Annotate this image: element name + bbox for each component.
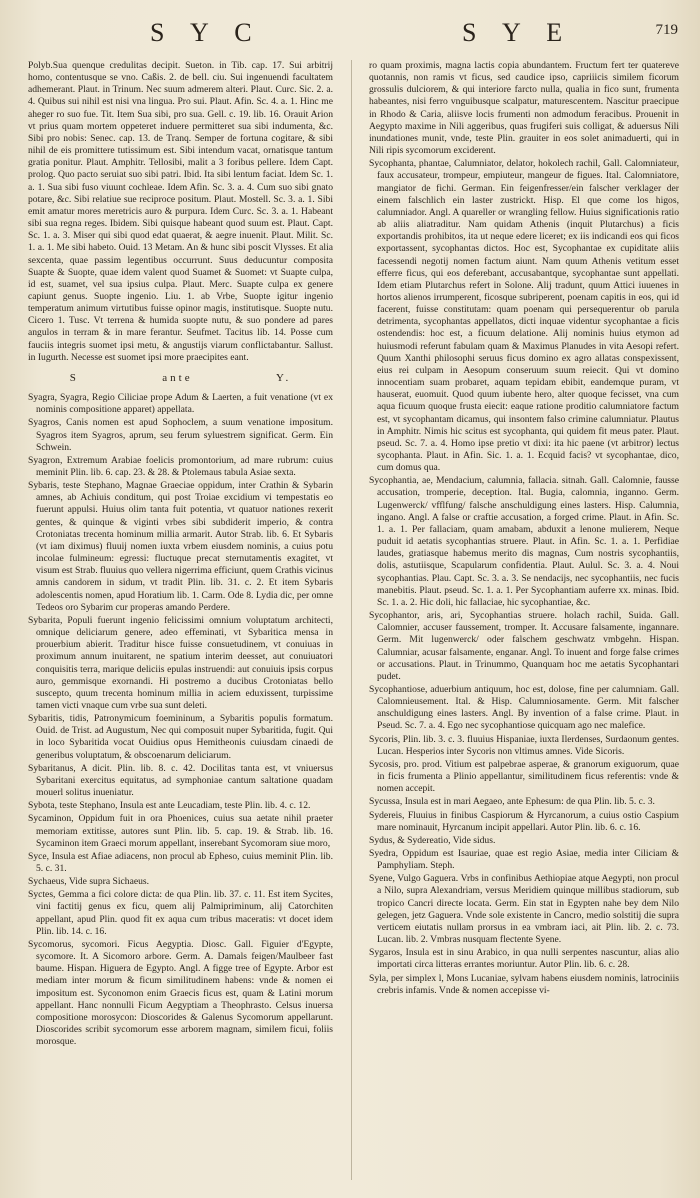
dictionary-entry-syctes: Syctes, Gemma a fici colore dicta: de qua Plin. lib. 37. c. 11. Est item Sycites, vini factitij genus ex ficu, quem alij Palmipriminum, alij Catorchiten appellant, apud Plin. quod fit ex aqua cum tribus maceratis: vt docet idem Plin. lib. 14. c. 16. <box>28 889 333 937</box>
dictionary-entry-sycophantia: Sycophantia, ae, Mendacium, calumnia, fallacia. sitnah. Gall. Calomnie, fausse accusation, tromperie, deception. Ital. Bugia, calomnia, inganno. Germ. Lugenwerck/ vfflfung/ falsche anschuldigung eines lasters. Hisp. Calumnia, ingano. Angl. A false or craftie accusation, a forged crime. Plaut. in Afin. Sc. 1. a. 1. Per fallaciam, quam amabam, abduxit a lenone mulierem, Neque puduit id aetatis sycophantias struere. Plaut. in Afin. Sc. 1. a. 1. Perfidiae laudes, gratiasque habemus merito dis magnas, Cum nostris sycophantiis, dolis, astutiisque, Scapularum confidentia. Plaut. Aulul. Sc. 3. a. 4. Noui sycophantias. Plau. Capt. Sc. 3. a. 3. Se nendacijs, nec sycophantiis, nec fucis manebitis. Plaut. pseud. Sc. 1. a. 1. Per Sycophantiam auferre xx. minas. Ibid. Sc. 1. a. 2. Hic doli, hic fallaciae, hic sycophantiae, &c. <box>369 475 679 608</box>
dictionary-entry-sycoris: Sycoris, Plin. lib. 3. c. 3. fluuius Hispaniae, iuxta Ilerdenses, Surdaonum gentes. Lucan. Hesperios inter Sycoris non vltimus amnes. Vide Sicoris. <box>369 733 679 757</box>
page-number: 719 <box>655 22 678 38</box>
page-header <box>0 18 700 58</box>
dictionary-entry-syagron: Syagron, Extremum Arabiae foelicis promontorium, ad mare rubrum: cuius meminit Plin. lib. 6. cap. 23. & 28. & Ptolemaus tabula Asiae sexta. <box>28 454 333 478</box>
section-heading-middle: ante <box>162 371 193 384</box>
section-heading <box>28 372 333 384</box>
dictionary-entry-sydus: Sydus, & Sydereatio, Vide sidus. <box>369 834 496 846</box>
dictionary-entry-sydereis: Sydereis, Fluuius in finibus Caspiorum & Hyrcanorum, a cuius ostio Caspium mare nominauit, Hyrcanum incipit appellari. Autor Plin. lib. 6. c. 16. <box>369 809 679 833</box>
dictionary-entry-sycussa: Sycussa, Insula est in mari Aegaeo, ante Ephesum: de qua Plin. lib. 5. c. 3. <box>369 796 655 808</box>
dictionary-entry-sycophanta: Sycophanta, phantae, Calumniator, delator, hokolech rachil, Gall. Calomniateur, faux accusateur, trompeur, empiuteur, mangeur de figues. Ital. Calomniatore, mangiator de fichi. German. Ein feigenfresser/ein falscher verklager der einem falschlich ein laster zustrickt. Hisp. El que come los higos, calumniador. Angl. A quareller or wrangling fellow. Huius significationis ratio ab aliis aliatraditur. Nam quidam Athenis (inquit Plutarchus) a ficis exportandis prohibitos, ita ut neque edere liceret; ex iis indicandi eos qui ficos exportassent, sycophantas dictos. Hoc est, Sycophantae ex cupiditate aliis facessendi negotij nomen factum aiunt. Nam quum Athenis vetitum esset efferre ficus, qui eos deferebant, accusabantque, sycophantae sunt appellati. Idem etiam Plutarchus refert in Solone. Alij tradunt, quum Attici iuuenes in hortos alienos irrumperent, ficosque subriperent, poenam capitis in eos, qui id facerent, fuisse constitutam: quam poenam qui persequerentur ob parula detrimenta, sycophantas appellatos, dicti inquae videntur sycophantae a ficis ostendendis: hoc est, a ficuum delatione. Alij nominis huius etymon ad huiusmodi referunt fabulam quam & Maximus Planudes in vita Aesopi refert. Quum Xanthi philosophi seruus ficus domino ex agro allatas conspexissent, eius rei culpam in Aesopum conseruum suum reiecit. Qui vt domino innocentiam suam probaret, aquam tepidam ebibit, eandemque puram, vt hauserat, euomuit. Quod quum iubente hero, alter quoque fecisset, vna cum aqua ficuum quoque frusta eiecit: eaque ratione proditio calumniatore factum est, vt sycophantam dicamus, qui insontem falso crimine calumniatur. Plautus in Amphitr. Nimis hic scitus est sycophanta, qui quidem fit meus pater. Plaut. pseud. Sc. 7. a. 4. Homo ipse pretio vt dixi: ita hic paene (vt arbitror) lectus sycophanta. Plaut. in Afin. Sic. 1. a. 1. Ecquid facis? vt sycophantae, dico, cum domus qua. <box>369 158 679 474</box>
dictionary-entry-sybota: Sybota, teste Stephano, Insula est ante Leucadiam, teste Plin. lib. 4. c. 12. <box>28 800 311 812</box>
dictionary-entry-sybaritanus: Sybaritanus, A dicit. Plin. lib. 8. c. 42. Docilitas tanta est, vt vniuersus Sybaritani exercitus equitatus, ad symphoniae cantum saltatione quadam mouerl solitus inueniatur. <box>28 762 333 799</box>
section-heading-right: Y. <box>276 371 292 384</box>
dictionary-entry-sybaris: Sybaris, teste Stephano, Magnae Graeciae oppidum, inter Crathin & Sybarin amnes, ab Achiuis conditum, qui post Troiae excidium vi tempestatis eo fuerunt appulsi. Huius olim tanta fuit potentia, vt quatuor nationes rexerit gentes, & quinque & viginti vrbes sibi subdiderit imperio, & contra Crotoniatas trecenta hominum millia armarit. Autor Strab. lib. 6. Et Sybaris (vt iam diximus) fluuij nomen iuxta vrbem eiusdem nominis, a cuius potu incolae fulmineum: egressi: fluctuque precat sternutamentis exagitet, vt visum est Strab. fluuius quo vellera nigerrima efficiunt, quem Crathis vicinus amnis candorem in sidum, vt tradit Plin. lib. 31. c. 2. Et item Sybaris adolescentis nomen, apud Horatium lib. 1. Carm. Ode 8. Lydia dic, per omne Tedeos oro Sybarim cur properas amando Perdere. <box>28 480 333 613</box>
dictionary-entry-syagra: Syagra, Syagra, Regio Ciliciae prope Adum & Laerten, a fuit venatione (vt ex nominis compositione apparet) appellata. <box>28 392 333 416</box>
dictionary-entry-sycomorus: Sycomorus, sycomori. Ficus Aegyptia. Diosc. Gall. Figuier d'Egypte, sycomore. It. A Sicomoro arbore. Germ. A. Damals feigen/Maulbeer fast baume. Hispan. Higuera de Egypto. Angl. A figge tree of Egypte. Arbor est mediam inter morum & ficum similitudinem habens: vnde & nomen ei impositum est. Syconomon enim Graecis ficus est, quam & Latini morum appellant. Hanc nonnulli Ficum Aegyptiam a Theophrasto. Celsus inuersa compositione morosycon: Dioscorides & Galenus Sycomorum appellarunt. Dioscorides scribit sycomorum esse arborem magnam, similem ficui, foliis morosque. <box>28 938 333 1048</box>
dictionary-entry-sycaminon: Sycaminon, Oppidum fuit in ora Phoenices, cuius sua aetate nihil praeter memoriam extitisse, autores sunt Plin. lib. 5. cap. 19. & Strab. lib. 16. Sycaminon item Graeci morum appellant, inserebant Sycomoram siue moro, <box>28 813 333 849</box>
dictionary-entry-sycosis: Sycosis, pro. prod. Vitium est palpebrae asperae, & granorum exiguorum, quae in ficis frumenta a Plinio appellantur, similitudinem ficus referentis: vnde & nomen accepit. <box>369 758 679 795</box>
intro-paragraph: Polyb.Sua quenque credulitas decipit. Sueton. in Tib. cap. 17. Sui arbitrij homo, contentusque se vno. Caßis. 2. de bell. ciu. Sui ingenuendi facultatem adhemerant. Plaut. in Trinum. Nec suum admerem alteri. Plaut. Curc. Sic. 2. a. 4. Quibus sui nihil est nisi vna lingua. Pro sui. Plaut. Afin. Sc. 4. a. 1. Hinc me aheger ro suo fue. Tit. Item Sua sibi, pro sua. Gell. c. 19. lib. 16. Orauit Arion vt prius quam mortem oppeteret induere permitteret sua sibi indumenta, &c. Sibi pro nobis: Senec. cap. 13. de Tranq. Semper de fortuna cogitare, & sibi nihil de eis promittere tutissimum est. Sibi intendum vacat, ornatisque tantum gratia ponitur. Plaut. Amphitr. Tellosibi, malit a 3 foribus pellere. Idem Capt. prolog. Quo pacto seruiat suo sibi patri. Ibid. Ita sibi lentum faciat. Idem Sc. 1. a. 1. Sua sibi fuso viuunt cochleae. Idem Afin. Sc. 3. a. 4. Cum suo sibi gnato potare, &c. Sibi relatiue sue reciproce positum. Plaut. Mostell. Sc. 3. a. 1. Sibi emit amatur mores meretricis auro & purpura. Idem Curc. Sc. 3. a. 1. Habeant sibi sua regna reges. Ibidem. Sibi quisque habeant quod suum est. Plaut. Capt. Sc. 1. a. 3. Miser qui sibi quod edat quaerat, & aegre inuenit. Plaut. Milit. Sc. 1. a. 1. Me sibi habeto. Ouid. 13 Metam. An & hunc sibi poscit Vlysses. Et alia sexcenta, quae passim legentibus occurrunt. Suus deducuntur composita Suapte & Suopte, quae idem valent quod Suamet & Suomet: vt Suapte culpa, id est, suamet, vel sua ipsius culpa. Plaut. Merc. Suapte culpa ex genere capiunt genus. Suopte ingenio. Liu. 1. ab Vrbe, Suopte igitur ingenio temperatum animum virtutibus fuisse opinor magis, institutisque. Suopte nutu. Cicero 1. Tusc. Vt terrena & humida suopte nutu, & suo pondere ad pares angulos in terram & in mare ferantur. Seufmet. Tacitus lib. 14. Posse cum fauciis integris suomet ipsi metu, & angustijs viarum conflictabantur. Sallust. in Iugurth. Necesse est suomet ipsi more praecipites eant. <box>28 60 333 363</box>
left-column <box>28 60 333 1185</box>
right-running-head: S Y E <box>462 18 573 47</box>
dictionary-entry-syla: Syla, per simplex l, Mons Lucaniae, sylvam habens eiusdem nominis, latrociniis crebris infamis. Vnde & nomen accepisse vi- <box>369 972 679 996</box>
dictionary-entry-sycophantiose: Sycophantiose, aduerbium antiquum, hoc est, dolose, fine per calumniam. Gall. Calomnieusement. Ital. & Hisp. Calumniosamente. Germ. Mit falscher anschuldigung eines lasters. Angl. By invention of a false crime. Plaut. in Pseud. Sc. 7. a. 4. Ego nec sycophantiose quicquam ago nec malefice. <box>369 683 679 732</box>
dictionary-entry-syene: Syene, Vulgo Gaguera. Vrbs in confinibus Aethiopiae atque Aegypti, non procul a Nilo, supra Alexandriam, versus Meridiem quinque millibus stadiorum, sub tropico Cancri directe locata. Germ. Ein stat in Egypten nahe bey dem Nilo gelegen, jetz Gaguera. Vnde sole existente in Cancro, medio solstitij die supra verticem eiutatis nullam prorsus in ea vmbram iaci, ait Plin. lib. 2. c. 73. Lucan. lib. 2. Vmbras nusquam flectente Syene. <box>369 873 679 946</box>
dictionary-entry-syce: Syce, Insula est Afiae adiacens, non procul ab Epheso, cuius meminit Plin. lib. 5. c. 31. <box>28 850 333 874</box>
dictionary-entry-sychaeus: Sychaeus, Vide supra Sichaeus. <box>28 876 150 888</box>
dictionary-entry-sygaros: Sygaros, Insula est in sinu Arabico, in qua nulli serpentes nascuntur, alias alio importati circa litteras errantes moriuntur. Autor Plin. lib. 6. c. 28. <box>369 947 679 971</box>
right-column <box>369 60 679 1185</box>
left-running-head: S Y C <box>150 18 262 47</box>
dictionary-entry-syagros: Syagros, Canis nomen est apud Sophoclem, a suum venatione impositum. Syagros item Syagros, aprum, seu ferum syluestrem significat. Germ. Ein Schwein. <box>28 417 333 453</box>
continued-paragraph: ro quam proximis, magna lactis copia abundantem. Fructum fert ter quatereve quotannis, non ramis vt ficus, sed caudice ipso, capriiicis similem ficorum grossulis dulciorem, & qui interiore farcto nulla, qualia in fico sunt, frumenta habeantes, nisi ferro vnguibusque scalpatur, maturescentem. Nascitur praecipue in Rhodo & Caria, aliisve locis frumenti non admodum feracibus. Prouenit in Aegypto maxime in Nili aggeribus, quas frugiferi suis colligat, & aduersus Nili inundationes munit, vnde, teste Plin. grauiter in eos solet animaduerti, qui in Nili ripis sycomorum exciderent. <box>369 60 679 157</box>
dictionary-entry-sybaritae: Sybarita, Populi fuerunt ingenio felicissimi omnium voluptatum architecti, omnique deliciarum genere, adeo effeminati, vt Sybaritica mensa in prouerbium abierit. Traditur hisce fuisse consuetudinem, vt conuiuas in proximum annum inuitarent, ne spatium interim deesset, aut conuiuatori conquisitis terra, marique deliciis epulas instruendi: aut conuiuis ipsis corpus auro, gemmisque exornandi. Hi postremo a ducibus Crotoniatas bello suscepto, quum trecenta hominum millia in aciem eduxissent, turpissime tamen victi vnaque cum vrbe sua sunt deleti. <box>28 614 333 711</box>
dictionary-entry-sybaritis: Sybaritis, tidis, Patronymicum foemininum, a Sybaritis populis formatum. Ouid. de Trist. ad Augustum, Nec qui composuit nuper Sybaritida, fugit. Qui in loco Sybaritida vocat Ouidius opus Hemitheonis cuiusdam cinaedi de generibus voluptatum, & obscoenarum deliciarum. <box>28 713 333 761</box>
dictionary-entry-syedra: Syedra, Oppidum est Isauriae, quae est regio Asiae, media inter Ciliciam & Pamphyliam. Steph. <box>369 848 679 872</box>
column-divider <box>351 60 352 1180</box>
dictionary-entry-sycophantor: Sycophantor, aris, ari, Sycophantias struere. holach rachil, Suida. Gall. Calomnier, accuser faussement, tromper. It. Accusare falsamente, ingannare. Germ. Mit lugenwerck/ oder falschem geschwatz vmbgehn. Hispan. Calumniar, acusar falsamente, enganar. Angl. To inuent and forge false crimes or accusations. Plaut. in Trinummo, Quanquam hoc me aetatis Sycophantari pudet. <box>369 610 679 682</box>
section-heading-left: S <box>69 371 79 384</box>
